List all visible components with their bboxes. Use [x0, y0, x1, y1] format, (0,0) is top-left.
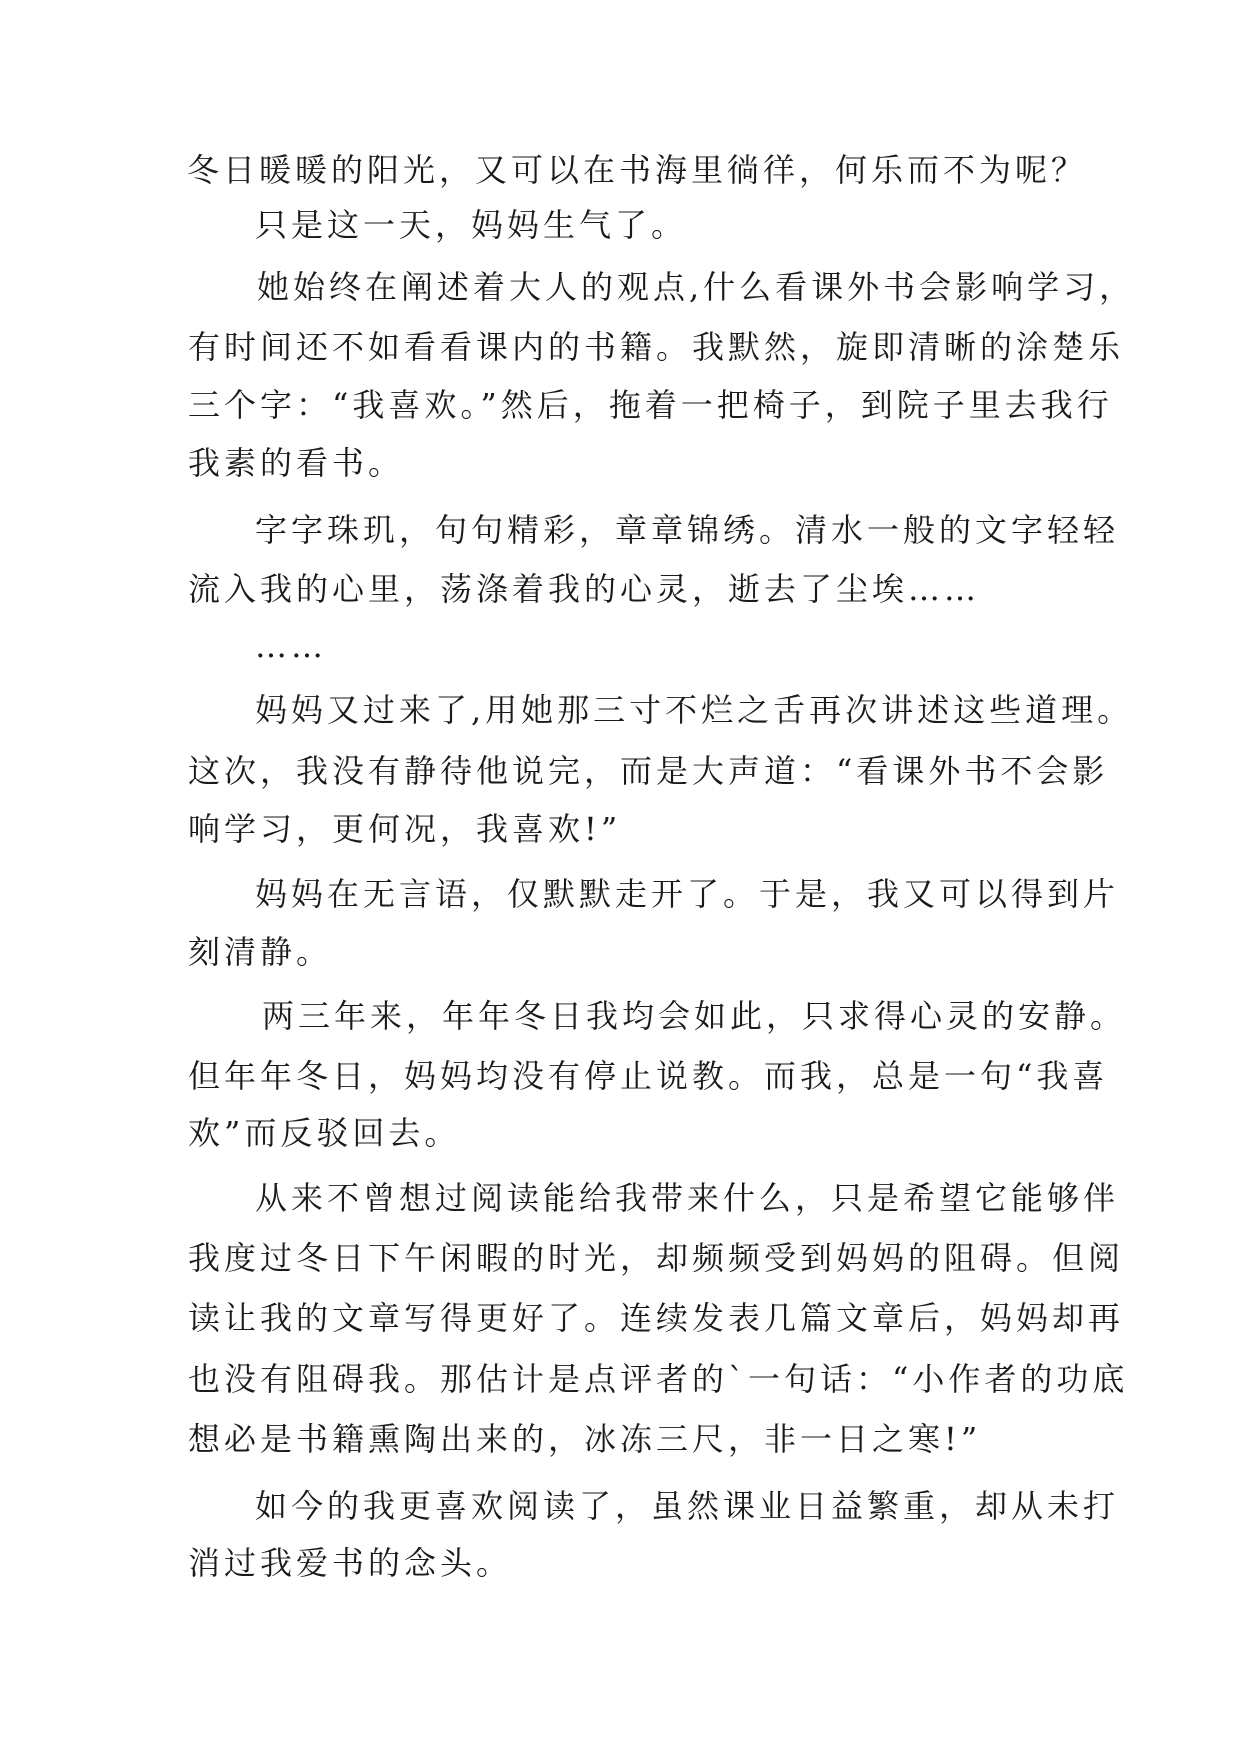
text-line: …… [255, 627, 327, 665]
text-line: 想必是书籍熏陶出来的，冰冻三尺，非一日之寒!” [188, 1420, 982, 1458]
text-line: 她始终在阐述着大人的观点,什么看课外书会影响学习， [257, 268, 1136, 306]
text-line: 从来不曾想过阅读能给我带来什么，只是希望它能够伴 [255, 1179, 1120, 1217]
text-line: 字字珠玑，句句精彩，章章锦绣。清水一般的文字轻轻 [255, 511, 1120, 549]
text-line: 如今的我更喜欢阅读了，虽然课业日益繁重，却从未打 [255, 1487, 1120, 1525]
text-line: 只是这一天，妈妈生气了。 [255, 206, 688, 244]
text-line: 也没有阻碍我。那估计是点评者的`一句话：“小作者的功底 [188, 1360, 1129, 1398]
text-line: 刻清静。 [188, 933, 333, 971]
text-line: 我素的看书。 [188, 444, 405, 482]
text-line: 响学习，更何况，我喜欢!” [188, 810, 622, 848]
text-line: 两三年来，年年冬日我均会如此，只求得心灵的安静。 [262, 997, 1127, 1035]
text-line: 我度过冬日下午闲暇的时光，却频频受到妈妈的阻碍。但阅 [188, 1239, 1125, 1277]
text-line: 冬日暖暖的阳光，又可以在书海里徜徉，何乐而不为呢？ [187, 151, 1088, 189]
text-line: 有时间还不如看看课内的书籍。我默然，旋即清晰的涂楚乐 [188, 328, 1125, 366]
text-line: 消过我爱书的念头。 [188, 1544, 513, 1582]
text-line: 三个字：“我喜欢。”然后，拖着一把椅子，到院子里去我行 [188, 386, 1113, 424]
text-line: 但年年冬日，妈妈均没有停止说教。而我，总是一句“我喜 [188, 1057, 1109, 1095]
text-line: 读让我的文章写得更好了。连续发表几篇文章后，妈妈却再 [188, 1299, 1125, 1337]
text-line: 妈妈又过来了,用她那三寸不烂之舌再次讲述这些道理。 [255, 691, 1134, 729]
text-line: 欢”而反驳回去。 [188, 1114, 461, 1152]
text-line: 流入我的心里，荡涤着我的心灵，逝去了尘埃…… [188, 570, 981, 608]
text-line: 这次，我没有静待他说完，而是大声道：“看课外书不会影 [188, 752, 1109, 790]
text-line: 妈妈在无言语，仅默默走开了。于是，我又可以得到片 [255, 875, 1120, 913]
